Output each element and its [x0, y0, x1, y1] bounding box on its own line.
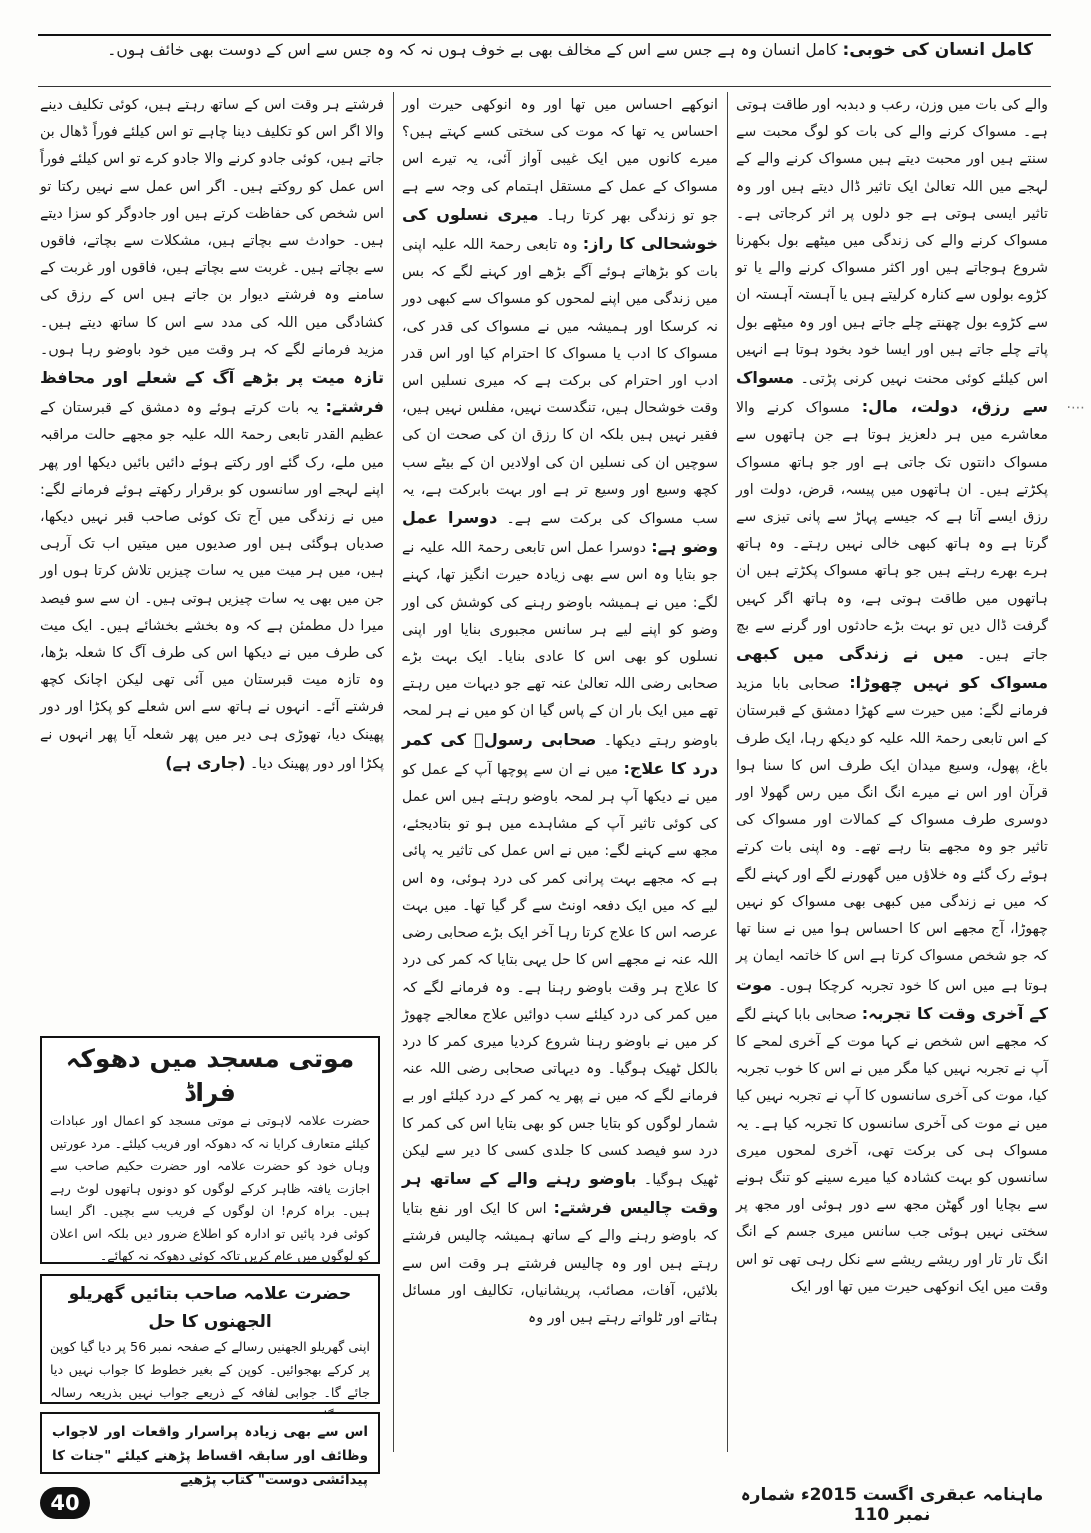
page-number: 40 — [40, 1487, 90, 1519]
header-rule — [38, 86, 1051, 87]
col1-para-b: مسواک کرنے والا معاشرے میں ہر دلعزیز ہوتا ہے جن ہاتھوں سے مسواک دانتوں تک جاتی ہے اور جو ہاتھ مسواک پکڑتے ہیں۔ ان ہاتھوں میں پیسہ، قرض، دولت اور رزق ایسے آتا ہے کہ جیسے پہاڑ سے پانی تیزی سے گرتا ہے وہ ہاتھ کبھی خالی نہیں رہتے۔ وہ ہاتھ ہرے بھرے رہتے ہیں جو ہاتھ مسواک پکڑتے ہیں ان ہاتھوں میں طاقت ہوتی ہے، وہ ہاتھ اگر کہیں گرفت ڈال دیں تو بہت بڑے حادثوں اور گرنے سے بچ جاتے ہیں۔ — [736, 400, 1048, 664]
notice-fraud-text: حضرت علامہ لاہوتی نے موتی مسجد کو اعمال اور عبادات کیلئے متعارف کرایا نہ کہ دھوکہ اور فریب کیلئے۔ مرد عورتیں وہاں خود کو حضرت علامہ اور حضرت حکیم صاحب سے اجازت یافتہ ظاہر کرکے لوگوں کو دونوں ہاتھوں لوٹ رہے ہیں۔ براہ کرم! ان لوگوں کے فریب سے بچیں۔ اگر ایسا کوئی فرد پائیں تو ادارہ کو اطلاع ضرور دیں بلکہ اس اعلان کو لوگوں میں عام کریں تاکہ کوئی دھوکہ نہ کھائے۔ — [50, 1113, 370, 1263]
book-promo-text: اس سے بھی زیادہ پراسرار واقعات اور لاجواب وظائف اور سابقہ اقساط پڑھنے کیلئے "جنات کا پیدائشی دوست" کتاب پڑھیے — [52, 1424, 368, 1488]
column-2 — [402, 92, 718, 1452]
column-divider-1 — [727, 92, 728, 1452]
notice-box-domestic — [40, 1274, 380, 1404]
col2-para-d: میں نے ان سے پوچھا آپ کے عمل کو میں نے دیکھا آپ ہر لمحہ باوضو رہتے ہیں اس عمل کی کوئی تاثیر آپ کے مشاہدے میں ہو تو بتادیجئے، مجھ سے کہنے لگے: میں نے اس عمل کی تاثیر یہ پائی ہے کہ مجھے بہت پرانی کمر کی درد ہوئی، وہ اس لیے کہ میں ایک دفعہ اونٹ سے گر گیا تھا۔ میں بہت عرصہ اس کا علاج کرتا رہا آخر ایک بڑے صحابی رضی اللہ عنہ نے مجھے اس کا حل یہی بتایا کہ کمر کی درد کا علاج ہر وقت باوضو رہنا ہے۔ وہ فرمانے لگے کہ میں کمر کی درد کیلئے سب دوائیں علاج معالجے چھوڑ کر میں نے باوضو رہنا شروع کردیا میری کمر کا درد بالکل ٹھیک ہوگیا۔ وہ دیہاتی صحابی رضی اللہ عنہ فرمانے لگے کہ میں نے پھر یہ کمر کے درد کیلئے اور بے شمار لوگوں کو بتایا جس کو بھی بتایا اس کی کمر کا درد سو فیصد کسی کا جلدی کسی کا دیر سے لیکن ٹھیک ہوگیا۔ — [402, 761, 719, 1188]
col1-heading-rizq: مسواک سے رزق، دولت، مال: — [736, 368, 1048, 417]
col1-heading-death: موت کے آخری وقت کا تجربہ: — [736, 974, 1048, 1023]
col2-heading-backpain: صحابی رسولؐ کی کمر درد کا علاج: — [402, 729, 719, 778]
col1-para-d: صحابی بابا کہنے لگے کہ مجھے اس شخص نے کہا موت کے آخری لمحے کا آپ نے تجربہ نہیں کیا مگر میں نے اس کا خوب تجربہ کیا، موت کی آخری سانسوں کا آپ نے تجربہ نہیں کیا میں نے موت کی آخری سانسوں کا تجربہ کیا ہے۔ یہ مسواک ہی کی برکت تھی، آخری لمحوں میری سانسوں کو بہت کشادہ کیا میرے سینے کو تنگ ہونے سے بچایا اور گھٹن مجھ سے دور ہوئی اور مجھ پر سختی نہیں ہوئی جب سانس میری جسم کے انگ انگ تار تار اور ریشے ریشے سے نکل رہی تھی تو اس وقت میں ایک انوکھی حیرت میں تھا اور ایک — [736, 1006, 1048, 1295]
quote-text: کامل انسان وہ ہے جس سے اس کے مخالف بھی بے خوف ہوں نہ کہ وہ جس سے اس کے دوست بھی خائف ہوں۔ — [107, 41, 838, 59]
col2-para-c: دوسرا عمل اس تابعی رحمۃ اللہ علیہ نے جو بتایا وہ اس سے بھی زیادہ حیرت انگیز تھا، کہنے لگے: میں نے ہمیشہ باوضو رہنے کی کوشش کی اور وضو کو اپنے لیے ہر سانس مجبوری بنایا اور اپنی نسلوں کو بھی اس کا عادی بنایا۔ ایک بہت بڑے صحابی رضی اللہ تعالیٰ عنہ تھے جو دیہات میں رہتے تھے میں ایک بار ان کے پاس گیا ان کو میں نے ہر لمحہ باوضو رہتے دیکھا۔ — [402, 540, 718, 749]
col3-para-b: یہ بات کرتے ہوئے وہ دمشق کے قبرستان کے عظیم القدر تابعی رحمۃ اللہ علیہ جو مجھے حالت مراقبہ میں ملے، رک گئے اور رکتے ہوئے دائیں بائیں دیکھا اور پھر اپنے لہجے اور سانسوں کو برقرار رکھتے ہوئے فرمانے لگے: میں نے زندگی میں آج تک کوئی صاحب قبر نہیں دیکھا، صدیاں ہوگئی ہیں اور صدیوں میں میتیں اب تک آرہی ہیں، میں ہر میت میں یہ سات چیزیں تلاش کرتا ہوں اور جن میں بھی یہ سات چیزیں ہوتی ہیں۔ ان سے سو فیصد میرا دل مطمئن ہے کہ وہ بخشے بخشائے ہیں۔ ایک میت کی طرف میں نے دیکھا اس کی طرف آگ کا شعلہ بڑھا، وہ تازہ میت قبرستان میں آئی تھی لیکن اچانک کچھ فرشتے آئے۔ انہوں نے ہاتھ سے اس شعلے کو پکڑا اور دور پھینک دیا، تھوڑی ہی دیر میں پھر شعلہ آیا پھر انہوں نے پکڑا اور دور پھینک دیا۔ — [40, 400, 384, 772]
col2-para-a: انوکھے احساس میں تھا اور وہ انوکھی حیرت اور احساس یہ تھا کہ موت کی سختی کسے کہتے ہیں؟ میرے کانوں میں ایک غیبی آواز آئی، یہ تیرے اس مسواک کے عمل کے مستقل اہتمام کی وجہ سے ہے جو تو زندگی بھر کرتا رہا۔ — [402, 97, 719, 224]
notice-domestic-text: اپنی گھریلو الجھنیں رسالے کے صفحہ نمبر 56 پر دیا گیا کوپن پر کرکے بھجوائیں۔ کوپن کے بغیر خطوط کا جواب نہیں دیا جائے گا۔ جوابی لفافہ کے ذریعے جواب نہیں بذریعہ رسالہ — [50, 1340, 370, 1401]
notice-domestic-title: حضرت علامہ صاحب بتائیں گھریلو الجھنوں کا حل — [68, 1284, 352, 1332]
column-3 — [40, 92, 384, 1030]
col1-para-c: صحابی بابا مزید فرمانے لگے: میں حیرت سے کھڑا دمشق کے قبرستان کے اس تابعی رحمۃ اللہ علیہ کو دیکھ رہا، ایک طرف باغ، پھول، وسیع میدان ایک طرف اس کا سنا ہوا قرآن اور اس نے میرے انگ انگ میں رس گھولا اور دوسری طرف مسواک کے کمالات اور مسواک کی تاثیر جو وہ مجھے بتا رہے تھے۔ وہ اپنی بات کرتے ہوئے رک گئے وہ خلاؤں میں گھورنے لگے اور کہنے لگے کہ میں نے زندگی میں کبھی بھی مسواک کو نہیں چھوڑا، آج مجھے اس کا احساس ہوا میں نے سنا تھا کہ جو شخص مسواک کرتا ہے اس کا خاتمہ ایمان پر ہوتا ہے میں اس کا خود تجربہ کرچکا ہوں۔ — [736, 676, 1048, 994]
quote-title: کامل انسان کی خوبی: — [842, 40, 1033, 60]
col3-heading-fire: تازہ میت پر بڑھے آگ کے شعلے اور محافظ فرشتے: — [40, 368, 384, 417]
col3-para-a: فرشتے ہر وقت اس کے ساتھ رہتے ہیں، کوئی تکلیف دینے والا اگر اس کو تکلیف دینا چاہے تو اس کیلئے فوراً ڈھال بن جاتے ہیں، کوئی جادو کرنے والا جادو کرے تو اس کیلئے فوراً اس عمل کو روکتے ہیں۔ اگر اس عمل سے نہیں رکتا تو اس شخص کی حفاظت کرتے ہیں اور جادوگر کو سزا دیتے ہیں۔ حوادث سے بچاتے ہیں، مشکلات سے بچاتے، فاقوں سے بچاتے ہیں۔ غربت سے بچاتے ہیں، فاقوں اور غربت کے سامنے وہ فرشتے دیوار بن جاتے ہیں اس کے رزق کی کشادگی میں اللہ کی مدد سے اس کا ساتھ دیتے ہیں۔ مزید فرمانے لگے کہ ہر وقت میں خود باوضو رہا ہوں۔ — [40, 97, 384, 358]
margin-mark: ·⋯ — [1066, 400, 1085, 416]
continued-label: (جاری ہے) — [165, 752, 246, 772]
col1-heading-miswak: میں نے زندگی میں کبھی مسواک کو نہیں چھوڑا: — [736, 644, 1048, 693]
col2-heading-wudu: دوسرا عمل وضو ہے: — [402, 508, 719, 557]
book-promo-box — [40, 1412, 380, 1488]
top-rule — [38, 34, 1051, 36]
col2-para-e: اس کا ایک اور نفع بتایا کہ باوضو رہنے والے کے ساتھ ہمیشہ چالیس فرشتے رہتے ہیں اور وہ چالیس فرشتے ہر وقت اس سے بلائیں، آفات، مصائب، پریشانیاں، تکالیف اور مسائل ہٹاتے اور ٹلواتے رہتے ہیں اور وہ — [402, 1201, 718, 1326]
col1-para-a: والے کی بات میں وزن، رعب و دبدبہ اور طاقت ہوتی ہے۔ مسواک کرنے والے کی بات کو لوگ محبت سے سنتے ہیں اور محبت دیتے ہیں مسواک کرنے والے کے لہجے میں اللہ تعالیٰ ایک تاثیر ڈال دیتے ہیں اور وہ تاثیر ایسی ہوتی ہے جو دلوں پر اثر کرجاتی ہے۔ مسواک کرنے والے کی زندگی میں میٹھے بول بکھرنا شروع ہوجاتے ہیں اور اکثر مسواک کرنے والے یا تو کڑوے بولوں سے کنارہ کرلیتے ہیں یا آہستہ آہستہ ان سے کڑوے بول چھنتے چلے جاتے ہیں اور وہ میٹھے بول پاتے چلے جاتے ہیں اور ایسا خود بخود ہوتا ہے انہیں اس کیلئے کوئی محنت نہیں کرنی پڑتی۔ — [736, 97, 1048, 388]
col2-para-b: وہ تابعی رحمۃ اللہ علیہ اپنی بات کو بڑھاتے ہوئے آگے بڑھے اور کہنے لگے کہ بس میں زندگی میں اپنے لمحوں کو مسواک سے کبھی دور نہ کرسکا اور ہمیشہ میں نے مسواک کی قدر کی، مسواک کا ادب یا مسواک کا احترام کیا اور اس قدر ادب اور احترام کی برکت ہے کہ میری نسلیں اس وقت خوشحال ہیں، تنگدست نہیں، مفلس نہیں ہیں، فقیر نہیں ہیں بلکہ ان کا رزق ان کی صحت ان کی سوچیں ان کی نسلیں ان کی اولادیں ان کے بیٹے سب کچھ وسیع اور وسیع تر ہے اور بہت بابرکت ہے، یہ سب مسواک کی برکت سے ہے۔ — [402, 237, 718, 528]
notice-box-fraud — [40, 1036, 380, 1264]
column-divider-2 — [393, 92, 394, 1452]
col2-heading-prosperity: میری نسلوں کی خوشحالی کا راز: — [402, 204, 718, 254]
notice-fraud-title: موتی مسجد میں دھوکہ فراڈ — [65, 1044, 355, 1107]
col2-heading-angels: باوضو رہنے والے کے ساتھ ہر وقت چالیس فرشتے: — [402, 1168, 719, 1218]
magazine-footer: ماہنامہ عبقری اگست 2015ء شمارہ نمبر 110 — [740, 1485, 1044, 1525]
header-quote — [60, 40, 1033, 60]
column-1 — [736, 92, 1048, 1452]
